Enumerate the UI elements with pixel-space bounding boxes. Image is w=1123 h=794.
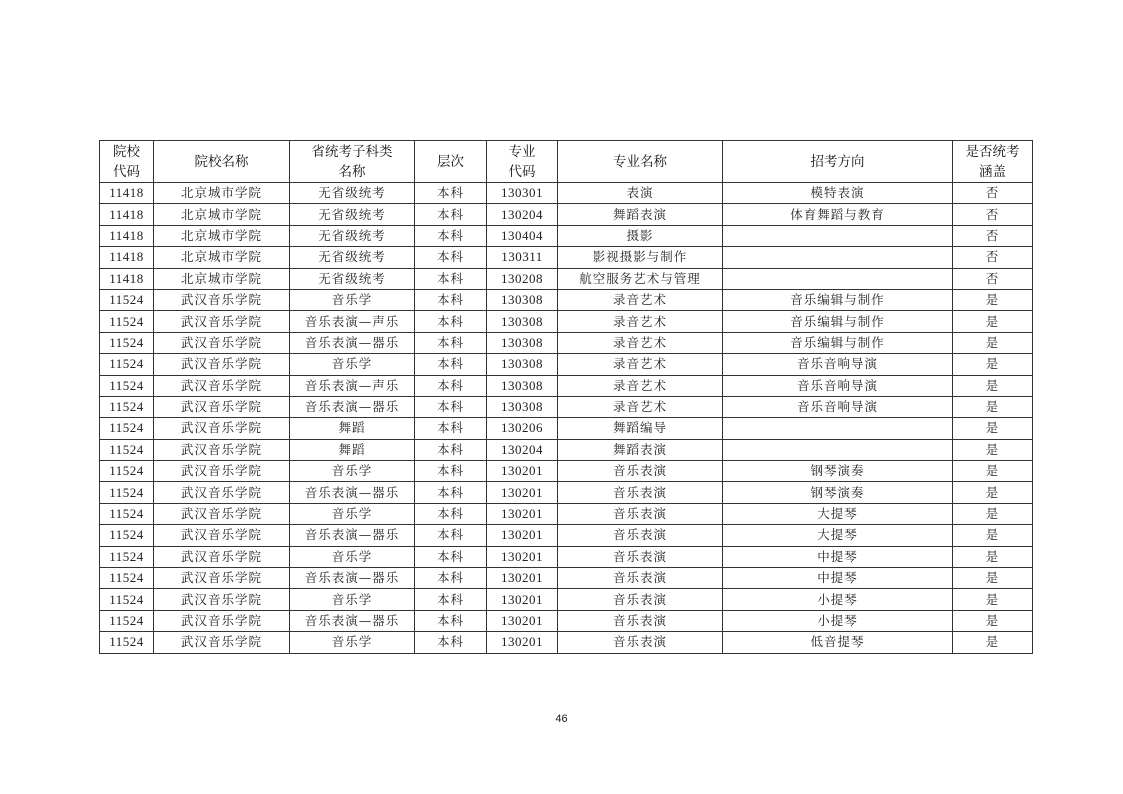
cell-level: 本科: [415, 418, 487, 439]
cell-level: 本科: [415, 546, 487, 567]
cell-covered: 是: [953, 289, 1033, 310]
table-row: [100, 439, 1033, 460]
cell-covered: 否: [953, 268, 1033, 289]
cell-covered: 是: [953, 589, 1033, 610]
header-line: 名称: [338, 163, 366, 180]
cell-exam-subcategory: 音乐学: [290, 354, 415, 375]
cell-school-name: 武汉音乐学院: [154, 610, 290, 631]
cell-school-code: 11418: [100, 268, 154, 289]
cell-major-name: 录音艺术: [558, 289, 723, 310]
cell-exam-subcategory: 音乐学: [290, 289, 415, 310]
cell-covered: 是: [953, 525, 1033, 546]
cell-covered: 是: [953, 632, 1033, 653]
cell-major-code: 130201: [487, 503, 558, 524]
cell-major-code: 130206: [487, 418, 558, 439]
cell-school-name: 北京城市学院: [154, 225, 290, 246]
table-row: [100, 546, 1033, 567]
cell-school-code: 11524: [100, 439, 154, 460]
cell-major-name: 录音艺术: [558, 375, 723, 396]
cell-covered: 否: [953, 247, 1033, 268]
cell-school-name: 武汉音乐学院: [154, 311, 290, 332]
cell-major-code: 130201: [487, 568, 558, 589]
header-major-code: [487, 141, 558, 183]
cell-direction: 钢琴演奏: [723, 461, 953, 482]
table-row: [100, 183, 1033, 204]
header-level: [415, 141, 487, 183]
cell-school-code: 11524: [100, 354, 154, 375]
table-row: [100, 568, 1033, 589]
table-row: [100, 589, 1033, 610]
cell-covered: 是: [953, 375, 1033, 396]
cell-school-name: 武汉音乐学院: [154, 503, 290, 524]
cell-major-name: 舞蹈表演: [558, 439, 723, 460]
cell-school-code: 11418: [100, 225, 154, 246]
table-row: [100, 204, 1033, 225]
cell-exam-subcategory: 音乐学: [290, 546, 415, 567]
cell-level: 本科: [415, 439, 487, 460]
cell-level: 本科: [415, 568, 487, 589]
cell-direction: 音乐音响导演: [723, 354, 953, 375]
cell-major-name: 录音艺术: [558, 311, 723, 332]
cell-exam-subcategory: 音乐表演—器乐: [290, 396, 415, 417]
cell-exam-subcategory: 舞蹈: [290, 439, 415, 460]
cell-school-code: 11524: [100, 525, 154, 546]
header-line: 是否统考: [965, 143, 1020, 160]
header-covered: [953, 141, 1033, 183]
cell-exam-subcategory: 音乐表演—声乐: [290, 375, 415, 396]
cell-direction: 小提琴: [723, 589, 953, 610]
cell-major-code: 130404: [487, 225, 558, 246]
cell-school-code: 11418: [100, 247, 154, 268]
cell-direction: 中提琴: [723, 546, 953, 567]
header-line: 招考方向: [810, 153, 865, 170]
cell-major-name: 音乐表演: [558, 503, 723, 524]
cell-major-name: 录音艺术: [558, 354, 723, 375]
cell-covered: 是: [953, 418, 1033, 439]
cell-major-code: 130201: [487, 546, 558, 567]
cell-major-code: 130201: [487, 482, 558, 503]
table-row: [100, 332, 1033, 353]
cell-major-name: 表演: [558, 183, 723, 204]
cell-level: 本科: [415, 632, 487, 653]
cell-major-code: 130201: [487, 461, 558, 482]
cell-major-name: 音乐表演: [558, 461, 723, 482]
cell-major-name: 航空服务艺术与管理: [558, 268, 723, 289]
cell-covered: 是: [953, 354, 1033, 375]
cell-school-name: 武汉音乐学院: [154, 439, 290, 460]
cell-major-name: 音乐表演: [558, 482, 723, 503]
cell-exam-subcategory: 音乐表演—器乐: [290, 568, 415, 589]
cell-exam-subcategory: 无省级统考: [290, 247, 415, 268]
table-body: [100, 183, 1033, 654]
cell-school-code: 11524: [100, 461, 154, 482]
cell-major-name: 音乐表演: [558, 610, 723, 631]
cell-school-name: 武汉音乐学院: [154, 332, 290, 353]
cell-major-code: 130201: [487, 632, 558, 653]
cell-covered: 是: [953, 332, 1033, 353]
cell-major-name: 影视摄影与制作: [558, 247, 723, 268]
cell-covered: 是: [953, 461, 1033, 482]
cell-level: 本科: [415, 396, 487, 417]
table-row: [100, 632, 1033, 653]
header-line: 专业: [508, 143, 536, 160]
cell-level: 本科: [415, 268, 487, 289]
cell-school-name: 武汉音乐学院: [154, 461, 290, 482]
cell-direction: 模特表演: [723, 183, 953, 204]
cell-school-code: 11524: [100, 289, 154, 310]
cell-school-name: 武汉音乐学院: [154, 482, 290, 503]
cell-level: 本科: [415, 183, 487, 204]
header-major-name: [558, 141, 723, 183]
header-school-name: [154, 141, 290, 183]
cell-exam-subcategory: 无省级统考: [290, 183, 415, 204]
cell-direction: 音乐音响导演: [723, 396, 953, 417]
table-header-row: [100, 141, 1033, 183]
cell-school-code: 11524: [100, 568, 154, 589]
cell-school-name: 北京城市学院: [154, 268, 290, 289]
cell-direction: 低音提琴: [723, 632, 953, 653]
table-row: [100, 525, 1033, 546]
cell-covered: 否: [953, 225, 1033, 246]
cell-level: 本科: [415, 311, 487, 332]
cell-major-name: 音乐表演: [558, 525, 723, 546]
cell-major-code: 130301: [487, 183, 558, 204]
cell-major-code: 130308: [487, 332, 558, 353]
table-row: [100, 461, 1033, 482]
cell-level: 本科: [415, 375, 487, 396]
cell-school-name: 武汉音乐学院: [154, 546, 290, 567]
cell-direction: [723, 247, 953, 268]
table-row: [100, 311, 1033, 332]
cell-major-name: 舞蹈编导: [558, 418, 723, 439]
cell-direction: 钢琴演奏: [723, 482, 953, 503]
cell-major-code: 130201: [487, 589, 558, 610]
table-row: [100, 610, 1033, 631]
header-school-code: [100, 141, 154, 183]
cell-level: 本科: [415, 482, 487, 503]
cell-direction: 大提琴: [723, 525, 953, 546]
cell-school-name: 武汉音乐学院: [154, 418, 290, 439]
table-row: [100, 268, 1033, 289]
header-line: 省统考子科类: [311, 143, 393, 160]
cell-direction: 小提琴: [723, 610, 953, 631]
cell-direction: 音乐编辑与制作: [723, 311, 953, 332]
cell-school-code: 11524: [100, 482, 154, 503]
cell-school-code: 11524: [100, 375, 154, 396]
header-line: 院校名称: [194, 153, 249, 170]
cell-level: 本科: [415, 289, 487, 310]
cell-major-name: 摄影: [558, 225, 723, 246]
cell-covered: 是: [953, 503, 1033, 524]
cell-major-code: 130308: [487, 289, 558, 310]
cell-exam-subcategory: 音乐表演—器乐: [290, 525, 415, 546]
cell-direction: 音乐音响导演: [723, 375, 953, 396]
cell-school-name: 武汉音乐学院: [154, 632, 290, 653]
cell-direction: [723, 418, 953, 439]
cell-covered: 是: [953, 546, 1033, 567]
cell-major-code: 130308: [487, 311, 558, 332]
header-direction: [723, 141, 953, 183]
cell-level: 本科: [415, 610, 487, 631]
cell-major-name: 音乐表演: [558, 568, 723, 589]
cell-exam-subcategory: 音乐学: [290, 589, 415, 610]
cell-school-code: 11524: [100, 610, 154, 631]
cell-direction: 大提琴: [723, 503, 953, 524]
cell-major-code: 130308: [487, 396, 558, 417]
table-row: [100, 289, 1033, 310]
header-line: 院校: [113, 143, 140, 160]
table-row: [100, 375, 1033, 396]
cell-covered: 是: [953, 482, 1033, 503]
cell-exam-subcategory: 音乐表演—器乐: [290, 332, 415, 353]
cell-exam-subcategory: 舞蹈: [290, 418, 415, 439]
cell-exam-subcategory: 音乐学: [290, 461, 415, 482]
table-row: [100, 418, 1033, 439]
cell-level: 本科: [415, 225, 487, 246]
cell-level: 本科: [415, 332, 487, 353]
cell-level: 本科: [415, 525, 487, 546]
cell-school-code: 11524: [100, 589, 154, 610]
header-line: 涵盖: [979, 163, 1006, 180]
cell-school-code: 11524: [100, 332, 154, 353]
cell-school-code: 11418: [100, 183, 154, 204]
cell-school-code: 11524: [100, 418, 154, 439]
cell-major-name: 音乐表演: [558, 632, 723, 653]
cell-major-code: 130308: [487, 354, 558, 375]
admissions-table: [99, 140, 1033, 654]
cell-major-code: 130204: [487, 439, 558, 460]
header-line: 代码: [508, 163, 536, 180]
cell-covered: 是: [953, 396, 1033, 417]
cell-level: 本科: [415, 354, 487, 375]
cell-major-name: 音乐表演: [558, 589, 723, 610]
cell-school-code: 11524: [100, 632, 154, 653]
cell-level: 本科: [415, 247, 487, 268]
cell-direction: 体育舞蹈与教育: [723, 204, 953, 225]
table-row: [100, 247, 1033, 268]
cell-major-name: 音乐表演: [558, 546, 723, 567]
cell-school-name: 北京城市学院: [154, 183, 290, 204]
cell-school-code: 11418: [100, 204, 154, 225]
cell-major-code: 130201: [487, 610, 558, 631]
cell-school-code: 11524: [100, 311, 154, 332]
cell-major-code: 130201: [487, 525, 558, 546]
header-line: 代码: [113, 163, 140, 180]
table-row: [100, 225, 1033, 246]
cell-exam-subcategory: 音乐表演—器乐: [290, 610, 415, 631]
cell-covered: 是: [953, 311, 1033, 332]
cell-covered: 是: [953, 568, 1033, 589]
cell-school-name: 武汉音乐学院: [154, 354, 290, 375]
cell-level: 本科: [415, 589, 487, 610]
cell-direction: [723, 439, 953, 460]
page-number: 46: [555, 713, 568, 725]
cell-direction: [723, 268, 953, 289]
cell-direction: 音乐编辑与制作: [723, 332, 953, 353]
cell-school-name: 北京城市学院: [154, 204, 290, 225]
cell-direction: 音乐编辑与制作: [723, 289, 953, 310]
cell-school-code: 11524: [100, 396, 154, 417]
table-row: [100, 482, 1033, 503]
cell-school-name: 武汉音乐学院: [154, 396, 290, 417]
header-line: 专业名称: [613, 153, 667, 170]
cell-covered: 是: [953, 610, 1033, 631]
cell-exam-subcategory: 音乐表演—声乐: [290, 311, 415, 332]
cell-major-code: 130308: [487, 375, 558, 396]
cell-level: 本科: [415, 204, 487, 225]
cell-covered: 否: [953, 183, 1033, 204]
cell-exam-subcategory: 无省级统考: [290, 268, 415, 289]
table-row: [100, 396, 1033, 417]
cell-level: 本科: [415, 503, 487, 524]
cell-exam-subcategory: 音乐学: [290, 632, 415, 653]
cell-direction: 中提琴: [723, 568, 953, 589]
cell-school-code: 11524: [100, 503, 154, 524]
cell-covered: 否: [953, 204, 1033, 225]
cell-major-name: 录音艺术: [558, 332, 723, 353]
header-line: 层次: [437, 153, 464, 170]
cell-school-name: 北京城市学院: [154, 247, 290, 268]
cell-major-name: 录音艺术: [558, 396, 723, 417]
cell-school-code: 11524: [100, 546, 154, 567]
cell-major-code: 130204: [487, 204, 558, 225]
cell-major-code: 130311: [487, 247, 558, 268]
cell-school-name: 武汉音乐学院: [154, 568, 290, 589]
cell-school-name: 武汉音乐学院: [154, 289, 290, 310]
cell-exam-subcategory: 无省级统考: [290, 204, 415, 225]
cell-level: 本科: [415, 461, 487, 482]
cell-major-name: 舞蹈表演: [558, 204, 723, 225]
cell-school-name: 武汉音乐学院: [154, 525, 290, 546]
header-exam-subcategory: [290, 141, 415, 183]
table-row: [100, 354, 1033, 375]
cell-major-code: 130208: [487, 268, 558, 289]
cell-covered: 是: [953, 439, 1033, 460]
cell-exam-subcategory: 无省级统考: [290, 225, 415, 246]
cell-direction: [723, 225, 953, 246]
cell-school-name: 武汉音乐学院: [154, 375, 290, 396]
cell-school-name: 武汉音乐学院: [154, 589, 290, 610]
cell-exam-subcategory: 音乐表演—器乐: [290, 482, 415, 503]
table-row: [100, 503, 1033, 524]
cell-exam-subcategory: 音乐学: [290, 503, 415, 524]
